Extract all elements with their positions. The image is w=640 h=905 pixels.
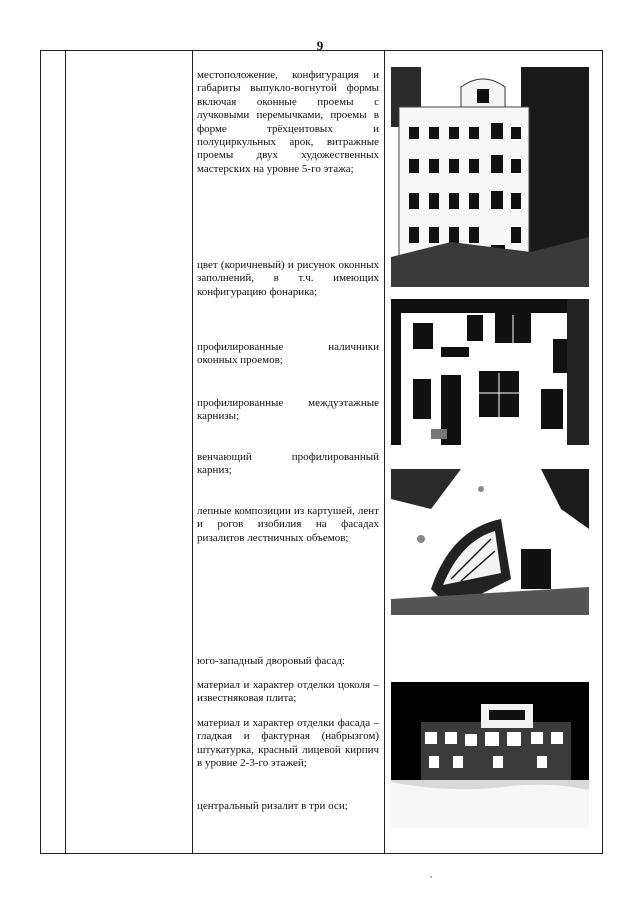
text-block: лепные композиции из картушей, лент и рогов изобилия на фасадах ризалитов лестничных объемов; (197, 505, 379, 544)
text-block: материал и характер отделки цоколя – известняковая плита; (197, 679, 379, 705)
text-block: материал и характер отделки фасада – гладкая и фактурная (набрызгом) штукатурка, красный лицевой кирпич в уровне 2-3-го этажей; (197, 717, 379, 770)
building-facade-photo (391, 67, 589, 287)
text-block: профилированные наличники оконных проемов; (197, 341, 379, 367)
facade-ornament-photo (391, 469, 589, 615)
text-block: местоположение, конфигурация и габариты выпукло-вогнутой формы включая оконные проемы с лучковыми перемычками, проемы в форме трёхцентовых и полуциркульных арок, витражные проемы двух художественных мастерских на уровне 5-го этажа; (197, 69, 379, 175)
scan-speck (430, 876, 432, 878)
page-number: 9 (316, 38, 324, 53)
text-block: венчающий профилированный карниз; (197, 451, 379, 477)
column-divider (192, 51, 193, 853)
courtyard-facade-photo (391, 299, 589, 445)
text-block: цвет (коричневый) и рисунок оконных заполнений, в т.ч. имеющих конфигурацию фонарика; (197, 259, 379, 298)
text-block: юго-западный дворовый фасад: (197, 655, 345, 667)
column-divider (384, 51, 385, 853)
content-table (40, 50, 603, 854)
southwest-courtyard-facade-photo (391, 682, 589, 828)
column-divider (65, 51, 66, 853)
text-block: центральный ризалит в три оси; (197, 800, 348, 812)
text-block: профилированные междуэтажные карнизы; (197, 397, 379, 423)
